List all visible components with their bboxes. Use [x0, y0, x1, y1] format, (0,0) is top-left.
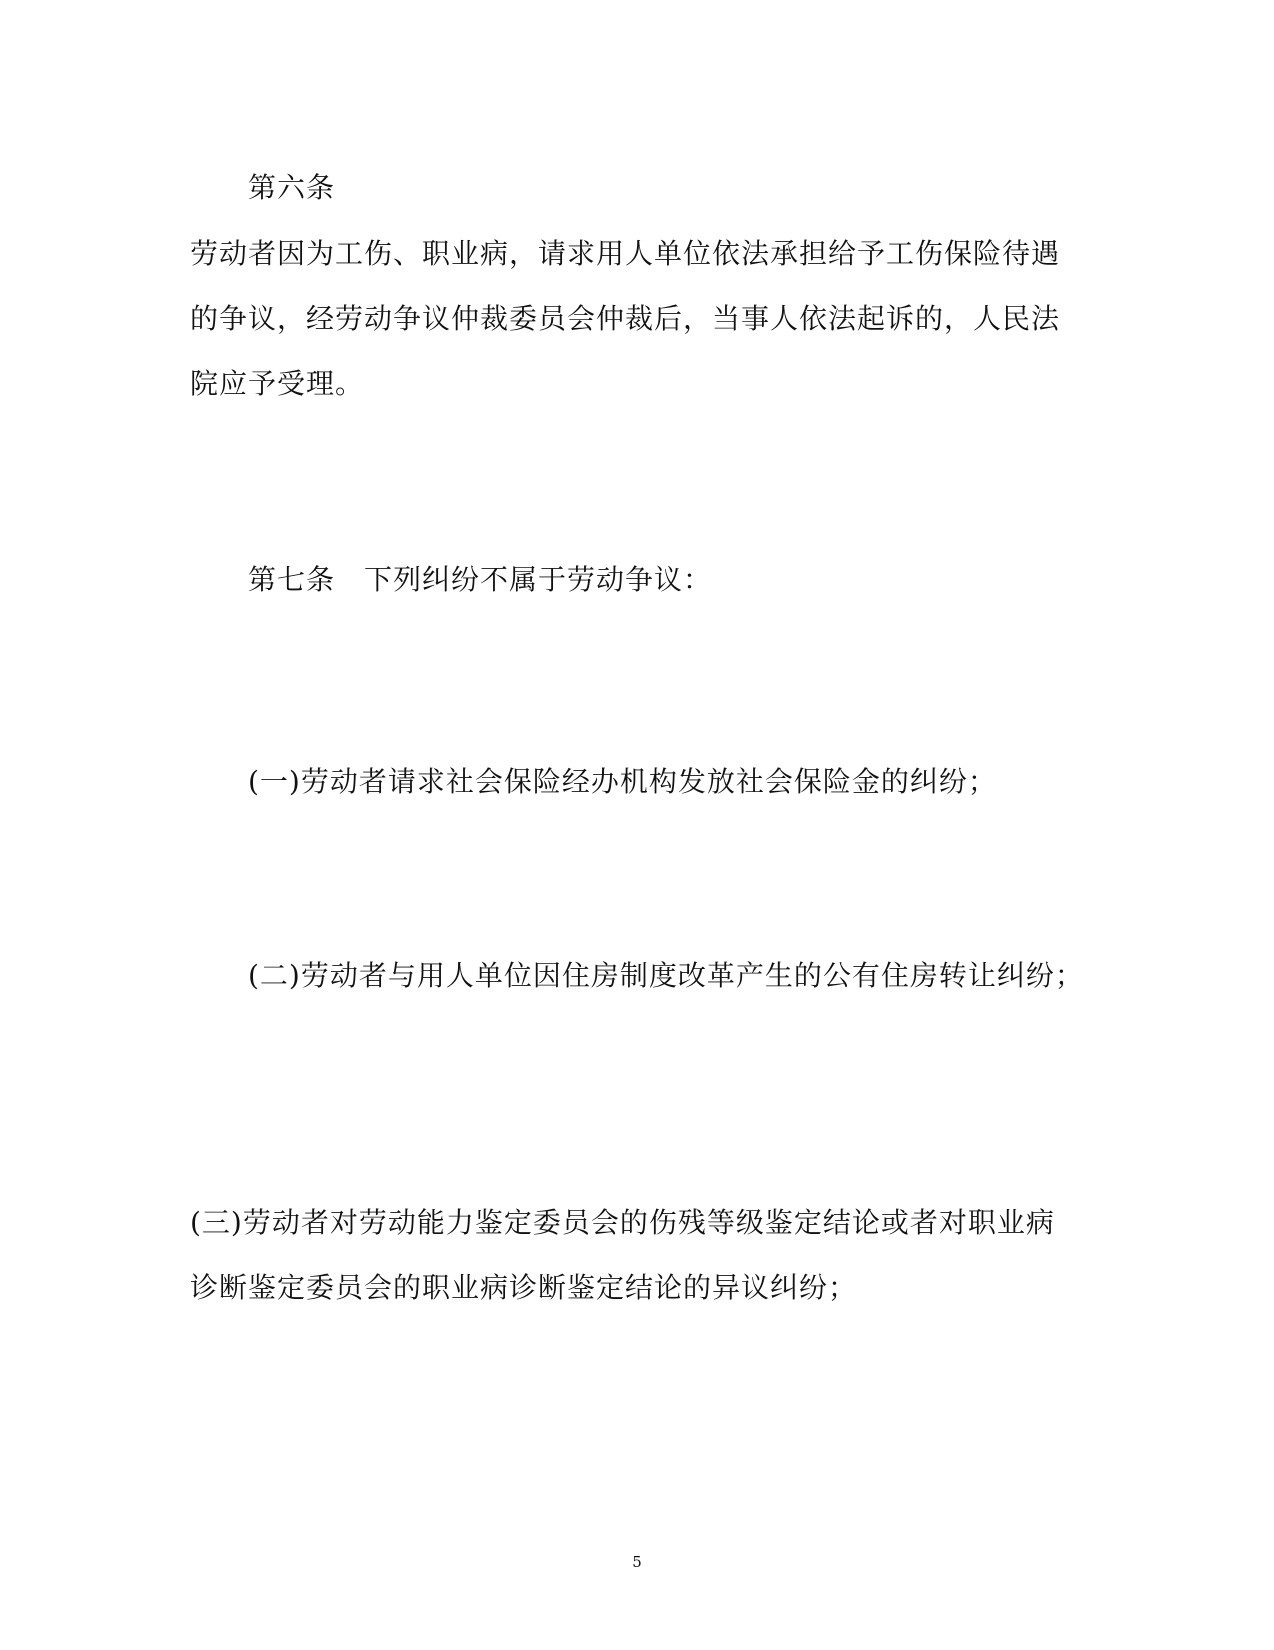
article-7-item-3-line-1: (三)劳动者对劳动能力鉴定委员会的伤残等级鉴定结论或者对职业病: [190, 1206, 1055, 1239]
page-number: 5: [632, 1553, 642, 1571]
article-7-item-3-line-2: 诊断鉴定委员会的职业病诊断鉴定结论的异议纠纷；: [190, 1271, 858, 1304]
article-7-item-1: (一)劳动者请求社会保险经办机构发放社会保险金的纠纷；: [248, 765, 997, 798]
article-6-line-3: 院应予受理。: [190, 367, 365, 400]
article-7-heading: 第七条 下列纠纷不属于劳动争议：: [248, 563, 713, 596]
article-7-item-2: (二)劳动者与用人单位因住房制度改革产生的公有住房转让纠纷；: [248, 959, 1084, 992]
article-6-heading: 第六条: [248, 171, 336, 204]
article-6-line-1: 劳动者因为工伤、职业病，请求用人单位依法承担给予工伤保险待遇: [190, 237, 1061, 270]
article-6-line-2: 的争议，经劳动争议仲裁委员会仲裁后，当事人依法起诉的，人民法: [190, 302, 1061, 335]
